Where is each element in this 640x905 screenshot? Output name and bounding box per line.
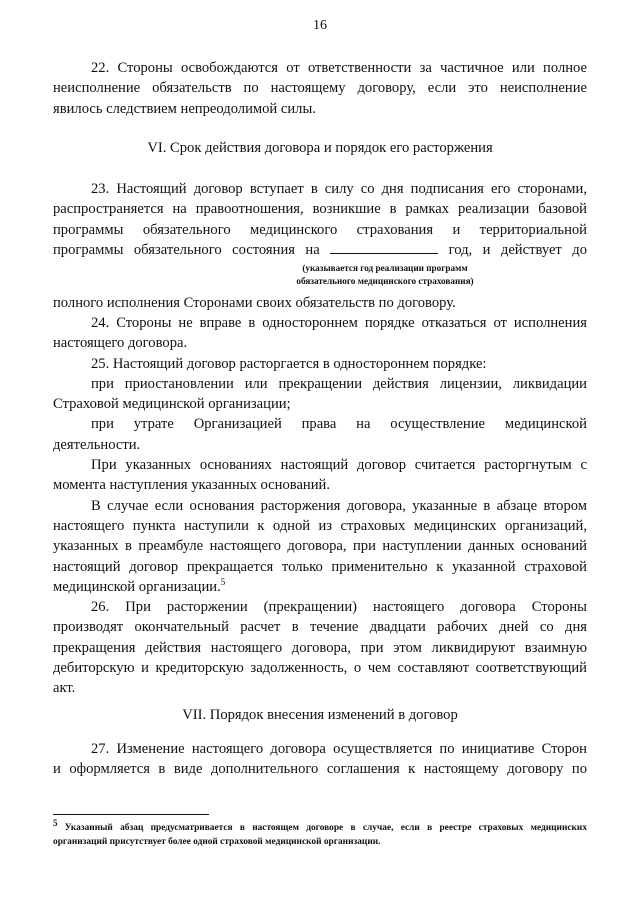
text-line: акт.	[53, 680, 76, 697]
text-segment: программы обязательного состояния на	[53, 241, 320, 258]
text-line: неисполнение обязательств по настоящему договору, если это неисполнение	[53, 80, 587, 97]
paragraph-22	[53, 58, 587, 119]
text-line: деятельности.	[53, 436, 141, 453]
paragraph-27	[53, 739, 587, 780]
text-line: полного исполнения Сторонами своих обязательств по договору.	[53, 295, 456, 311]
text-segment: медицинской организации.	[53, 578, 221, 595]
text-line: дебиторскую и кредиторскую задолженность, о чем составляют соответствующий	[53, 660, 587, 677]
text-line: при приостановлении или прекращении действия лицензии, ликвидации	[91, 375, 587, 392]
text-line: настоящий договор прекращается только применительно к указанной страховой	[53, 558, 587, 575]
text-line: 27. Изменение настоящего договора осуществляется по инициативе Сторон	[91, 741, 587, 757]
text-line: 24. Стороны не вправе в одностороннем порядке отказаться от исполнения	[91, 315, 587, 331]
caption-line: (указывается год реализации программ	[302, 263, 468, 273]
text-line: В случае если основания расторжения договора, указанные в абзаце втором	[91, 497, 587, 514]
text-line: 23. Настоящий договор вступает в силу со дня подписания его сторонами,	[91, 181, 587, 197]
text-line: прекращения действия настоящего договора, при этом ликвидируют взаимную	[53, 639, 587, 656]
caption-line: обязательного медицинского страхования)	[296, 276, 474, 286]
text-line: и оформляется в виде дополнительного соглашения к настоящему договору по	[53, 761, 587, 778]
year-blank-field	[330, 253, 438, 254]
section-6-heading: VI. Срок действия договора и порядок его расторжения	[147, 140, 493, 156]
page-number: 16	[313, 18, 327, 33]
text-line: момента наступления указанных оснований.	[53, 477, 331, 494]
footnote-divider	[53, 814, 209, 815]
text-line: При указанных основаниях настоящий договор считается расторгнутым с	[91, 457, 587, 474]
text-line: при утрате Организацией права на осуществление медицинской	[91, 416, 587, 433]
footnote-reference: 5	[220, 577, 226, 587]
text-line: программы обязательного медицинского страхования и территориальной	[53, 221, 587, 238]
section-7-heading: VII. Порядок внесения изменений в договор	[182, 707, 458, 723]
footnote-number: 5	[53, 817, 58, 828]
text-line: явилось следствием непреодолимой силы.	[53, 100, 316, 117]
footnote	[53, 817, 588, 849]
text-line: 25. Настоящий договор расторгается в одностороннем порядке:	[91, 355, 487, 372]
text-line: Страховой медицинской организации;	[53, 396, 291, 413]
text-segment: год, и действует до	[448, 241, 587, 258]
text-line: 22. Стороны освобождаются от ответственности за частичное или полное	[91, 60, 587, 76]
paragraphs-24-25	[53, 313, 587, 699]
text-line	[53, 240, 587, 260]
text-line: указанных в преамбуле настоящего договора, при наступлении данных оснований	[53, 538, 587, 555]
text-line	[53, 577, 587, 597]
text-line: распространяется на правоотношения, возникшие в рамках реализации базовой	[53, 201, 587, 218]
text-segment: Указанный абзац предусматривается в настоящем договоре в случае, если в реестре страховых медицинских	[64, 823, 588, 833]
text-line: 26. При расторжении (прекращении) настоящего договора Стороны	[91, 599, 587, 616]
paragraph-23	[53, 179, 587, 260]
paragraph-23-end	[53, 293, 587, 313]
footnote-line: организаций присутствует более одной страховой медицинской организации.	[53, 836, 381, 847]
text-line: производят окончательный расчет в течение двадцати рабочих дней со дня	[53, 619, 587, 636]
text-line: настоящего договора.	[53, 335, 188, 352]
text-line: настоящего пункта наступили к одной из страховых медицинских организаций,	[53, 517, 587, 534]
year-field-caption	[270, 262, 500, 288]
footnote-line	[53, 817, 588, 836]
